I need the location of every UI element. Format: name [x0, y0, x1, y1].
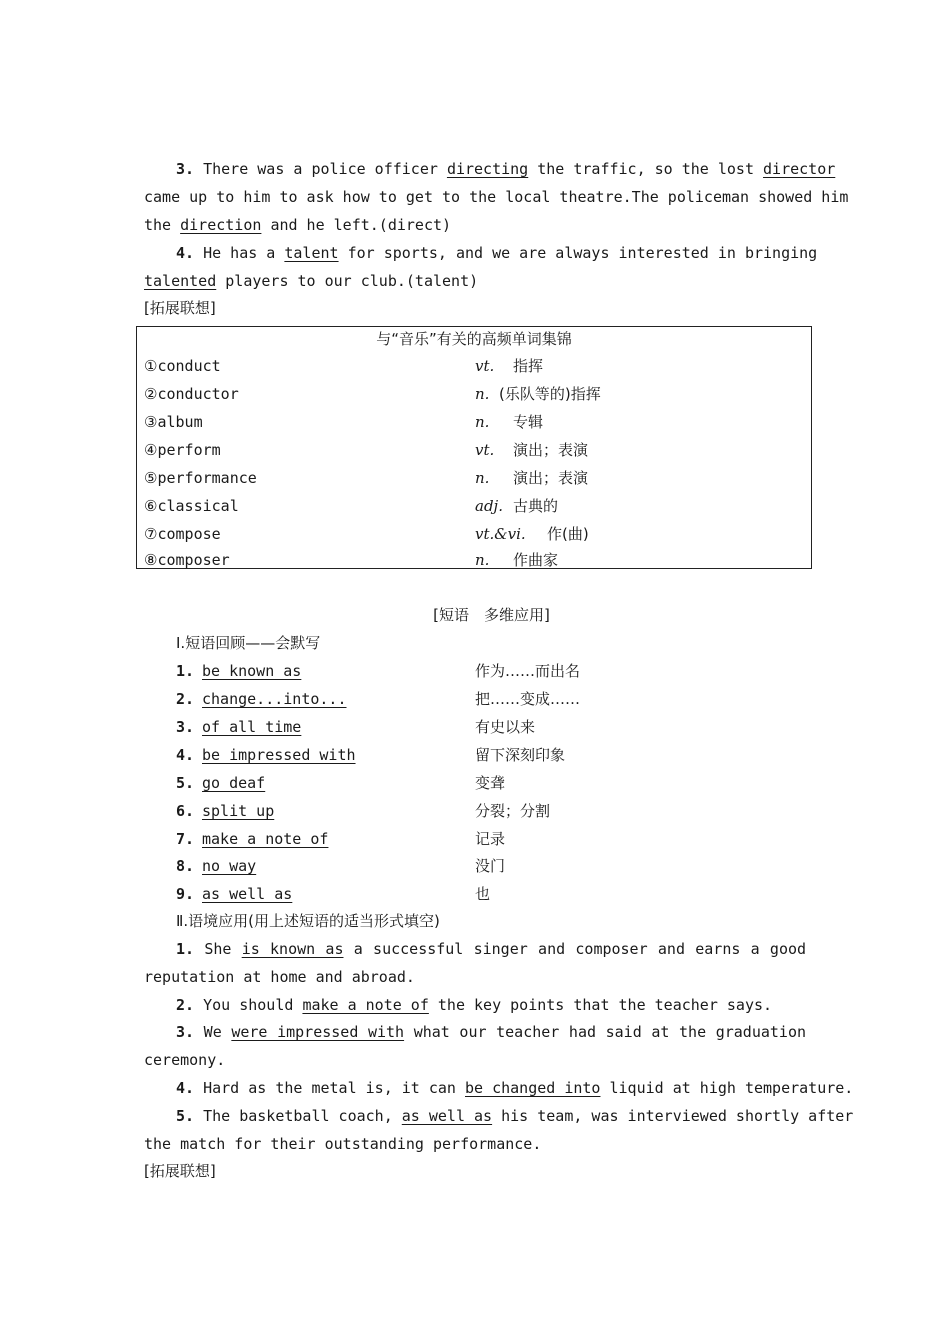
- answer-blank: make a note of: [302, 996, 429, 1014]
- vocab-definition: 演出；表演: [513, 469, 589, 487]
- sentence-text: and he left.(direct): [270, 216, 452, 234]
- vocab-word: ⑧composer: [144, 551, 230, 569]
- sentence-text: came up to him to ask how to get to the local theatre.The policeman showed him: [144, 188, 849, 206]
- phrase-chinese: 有史以来: [475, 718, 536, 736]
- answer-blank: be changed into: [465, 1079, 601, 1097]
- phrase-chinese: 分裂；分割: [475, 802, 551, 820]
- vocab-row: [137, 352, 811, 380]
- sentence-text: ceremony.: [144, 1051, 226, 1069]
- vocab-row: [137, 492, 811, 520]
- phrase-english: make a note of: [202, 830, 329, 848]
- phrase-row: [176, 657, 816, 685]
- sentence-text: the: [144, 216, 172, 234]
- sentence-text: There was a police officer: [203, 160, 438, 178]
- vocab-table-title: 与“音乐”有关的高频单词集锦: [376, 330, 572, 348]
- vocab-pos: vt.: [475, 441, 495, 459]
- phrase-number: 3.: [176, 718, 195, 736]
- phrase-row: [176, 880, 816, 908]
- phrase-chinese: 留下深刻印象: [475, 746, 566, 764]
- vocab-word: ③album: [144, 413, 203, 431]
- vocab-row: [137, 380, 811, 408]
- part-2-heading: Ⅱ.语境应用(用上述短语的适当形式填空): [176, 912, 440, 930]
- phrase-row: [176, 741, 816, 769]
- phrase-number: 8.: [176, 857, 195, 875]
- vocab-definition: (乐队等的)指挥: [499, 385, 601, 403]
- exercise-4-line-2: [144, 267, 806, 295]
- sentence-text: Hard as the metal is, it can: [203, 1079, 456, 1097]
- vocab-row: [137, 464, 811, 492]
- vocab-pos: n.: [475, 469, 490, 487]
- vocab-definition: 专辑: [513, 413, 544, 431]
- sentence-text: the traffic, so the lost: [537, 160, 754, 178]
- vocab-row: [137, 546, 811, 574]
- phrase-row: [176, 825, 816, 853]
- exercise-3-line-1: [176, 155, 836, 183]
- item-number: 4.: [176, 1079, 195, 1097]
- sentence-text: a successful singer and composer and earns a good: [353, 940, 807, 958]
- vocab-pos: n.: [475, 551, 490, 569]
- answer-blank: talented: [144, 272, 217, 290]
- phrase-row: [176, 685, 816, 713]
- sentence-text: what our teacher had said at the graduation: [413, 1023, 807, 1041]
- vocab-word: ①conduct: [144, 357, 221, 375]
- phrase-chinese: 变聋: [475, 774, 506, 792]
- vocab-definition: 作(曲): [547, 525, 589, 543]
- context-4: [176, 1074, 854, 1102]
- context-5-line-1: [176, 1102, 854, 1130]
- exercise-3-line-3: [144, 211, 806, 239]
- answer-blank: talent: [284, 244, 339, 262]
- answer-blank: were impressed with: [231, 1023, 405, 1041]
- item-number: 5.: [176, 1107, 195, 1125]
- sentence-text: reputation at home and abroad.: [144, 968, 415, 986]
- vocab-pos: vt.: [475, 357, 495, 375]
- item-number: 3.: [176, 160, 195, 178]
- phrase-chinese: 也: [475, 885, 491, 903]
- sentence-text: players to our club.(talent): [225, 272, 479, 290]
- item-number: 4.: [176, 244, 195, 262]
- phrase-number: 6.: [176, 802, 195, 820]
- answer-blank: directing: [446, 160, 529, 178]
- vocab-row: [137, 520, 811, 548]
- item-number: 1.: [176, 940, 195, 958]
- vocab-word: ⑥classical: [144, 497, 239, 515]
- vocab-word: ⑤performance: [144, 469, 257, 487]
- vocab-word: ②conductor: [144, 385, 239, 403]
- vocab-table: [136, 326, 812, 569]
- expand-label: [拓展联想]: [144, 1162, 216, 1180]
- phrase-english: be known as: [202, 662, 302, 680]
- vocab-pos: n.: [475, 413, 490, 431]
- answer-blank: as well as: [401, 1107, 493, 1125]
- sentence-text: the match for their outstanding performance.: [144, 1135, 542, 1153]
- vocab-row: [137, 408, 811, 436]
- context-5-line-2: [144, 1130, 806, 1158]
- phrase-number: 1.: [176, 662, 195, 680]
- answer-blank: direction: [180, 216, 262, 234]
- phrase-english: as well as: [202, 885, 293, 903]
- phrase-english: of all time: [202, 718, 302, 736]
- item-number: 3.: [176, 1023, 195, 1041]
- phrase-number: 4.: [176, 746, 195, 764]
- phrase-english: go deaf: [202, 774, 266, 792]
- phrase-english: be impressed with: [202, 746, 356, 764]
- answer-blank: director: [763, 160, 836, 178]
- phrase-number: 5.: [176, 774, 195, 792]
- sentence-text: the key points that the teacher says.: [437, 996, 773, 1014]
- phrase-chinese: 记录: [475, 830, 506, 848]
- phrase-english: change...into...: [202, 690, 347, 708]
- phrase-row: [176, 713, 816, 741]
- phrase-english: no way: [202, 857, 257, 875]
- phrase-number: 9.: [176, 885, 195, 903]
- phrase-row: [176, 797, 816, 825]
- vocab-pos: n.: [475, 385, 490, 403]
- vocab-definition: 古典的: [513, 497, 559, 515]
- phrase-row: [176, 852, 816, 880]
- context-2: [176, 991, 806, 1019]
- answer-blank: is known as: [241, 940, 344, 958]
- vocab-row: [137, 436, 811, 464]
- sentence-text: his team, was interviewed shortly after: [501, 1107, 854, 1125]
- phrase-chinese: 把……变成……: [475, 690, 581, 708]
- phrase-row: [176, 769, 816, 797]
- expand-label: [拓展联想]: [144, 299, 216, 317]
- phrase-chinese: 作为……而出名: [475, 662, 581, 680]
- vocab-pos: adj.: [475, 497, 503, 515]
- section-title: [短语 多维应用]: [433, 606, 550, 624]
- sentence-text: for sports, and we are always interested in bringing: [347, 244, 818, 262]
- phrase-number: 2.: [176, 690, 195, 708]
- exercise-3-line-2: [144, 183, 849, 211]
- sentence-text: We: [203, 1023, 222, 1041]
- context-3-line-1: [176, 1018, 806, 1046]
- context-1-line-2: [144, 963, 806, 991]
- vocab-definition: 演出；表演: [513, 441, 589, 459]
- vocab-pos: vt.&vi.: [475, 525, 526, 543]
- sentence-text: You should: [203, 996, 294, 1014]
- phrase-number: 7.: [176, 830, 195, 848]
- sentence-text: liquid at high temperature.: [609, 1079, 854, 1097]
- vocab-word: ④perform: [144, 441, 221, 459]
- sentence-text: He has a: [203, 244, 276, 262]
- vocab-word: ⑦compose: [144, 525, 221, 543]
- vocab-definition: 作曲家: [513, 551, 559, 569]
- vocab-definition: 指挥: [513, 357, 544, 375]
- item-number: 2.: [176, 996, 195, 1014]
- sentence-text: The basketball coach,: [203, 1107, 393, 1125]
- context-1-line-1: [176, 935, 806, 963]
- exercise-4-line-1: [176, 239, 818, 267]
- sentence-text: She: [204, 940, 232, 958]
- context-3-line-2: [144, 1046, 806, 1074]
- phrase-chinese: 没门: [475, 857, 506, 875]
- phrase-english: split up: [202, 802, 275, 820]
- part-1-heading: Ⅰ.短语回顾——会默写: [176, 634, 321, 652]
